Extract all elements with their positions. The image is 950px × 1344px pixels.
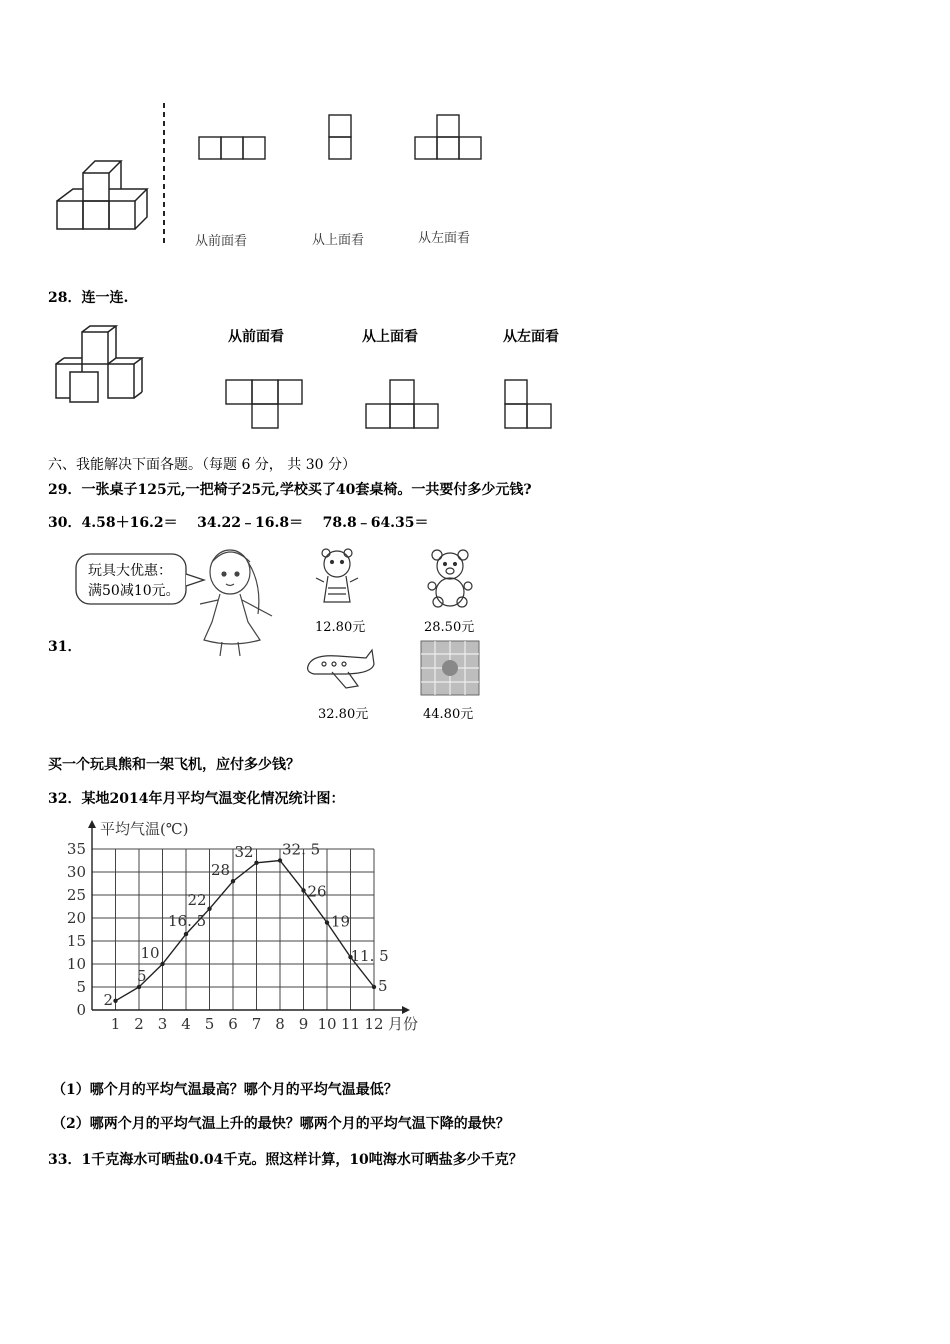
x-tick-label: 12 xyxy=(364,1015,384,1033)
data-label: 10 xyxy=(140,944,160,962)
data-point xyxy=(113,999,117,1003)
q28-label-left: 从左面看 xyxy=(503,329,559,345)
y-tick-label: 15 xyxy=(66,932,86,950)
airplane-toy-icon xyxy=(302,644,376,694)
question-32-sub1: （1）哪个月的平均气温最高？哪个月的平均气温最低？ xyxy=(52,1082,398,1098)
y-tick-label: 25 xyxy=(66,886,86,904)
data-label: 5 xyxy=(137,967,147,985)
price-tiger: 12.80元 xyxy=(315,620,366,635)
data-label: 16. 5 xyxy=(168,912,207,931)
y-tick-label: 10 xyxy=(66,955,86,973)
label-top-view: 从上面看 xyxy=(312,233,365,248)
data-label: 11. 5 xyxy=(350,947,389,966)
speech-line-2: 满50减10元。 xyxy=(88,583,180,599)
q28-cube-figure xyxy=(48,322,148,406)
data-point xyxy=(184,932,188,936)
top-view-shape xyxy=(329,115,351,159)
x-tick-label: 5 xyxy=(204,1015,215,1033)
question-33: 33．1千克海水可晒盐0.04千克。照这样计算，10吨海水可晒盐多少千克？ xyxy=(48,1152,523,1168)
question-31-number: 31． xyxy=(48,639,82,655)
x-tick-label: 7 xyxy=(251,1015,262,1033)
data-point xyxy=(207,907,211,911)
x-axis-arrow xyxy=(402,1006,410,1014)
data-point xyxy=(372,985,376,989)
speech-bubble-text xyxy=(88,561,180,601)
y-tick-label: 30 xyxy=(66,863,86,881)
temperature-series-line xyxy=(116,861,375,1001)
x-tick-label: 6 xyxy=(228,1015,238,1033)
question-30: 30．4.58＋16.2＝ 34.22﹣16.8＝ 78.8﹣64.35＝ xyxy=(48,515,429,531)
label-left-view: 从左面看 xyxy=(418,231,471,246)
girl-icon xyxy=(200,550,272,656)
y-tick-label: 35 xyxy=(66,840,86,858)
question-32-title: 32．某地2014年月平均气温变化情况统计图： xyxy=(48,791,345,807)
q28-view-shapes xyxy=(220,374,560,434)
bear-toy-icon xyxy=(424,548,476,610)
x-axis-title: 月份 xyxy=(388,1015,419,1033)
y-axis-arrow xyxy=(88,820,96,828)
y-axis-title: 平均气温(℃) xyxy=(100,820,189,838)
x-tick-label: 8 xyxy=(275,1015,285,1033)
data-point xyxy=(325,920,329,924)
x-tick-label: 4 xyxy=(181,1015,191,1033)
x-tick-label: 3 xyxy=(157,1015,168,1033)
temperature-line-chart xyxy=(55,818,435,1046)
question-28-title: 28．连一连. xyxy=(48,290,129,306)
data-label: 19 xyxy=(331,912,351,931)
data-point xyxy=(160,962,164,966)
puzzle-toy-icon xyxy=(420,640,480,696)
data-point xyxy=(254,861,258,865)
price-puzzle: 44.80元 xyxy=(423,707,474,722)
label-front-view: 从前面看 xyxy=(195,234,248,249)
data-point xyxy=(137,985,141,989)
data-label: 22 xyxy=(187,890,207,909)
tiger-toy-icon xyxy=(312,548,362,612)
front-view-shape xyxy=(199,137,265,159)
question-31-text: 买一个玩具熊和一架飞机，应付多少钱？ xyxy=(48,757,300,773)
x-tick-label: 11 xyxy=(340,1015,361,1033)
data-label: 26 xyxy=(307,882,327,901)
x-tick-label: 10 xyxy=(317,1015,337,1033)
q28-label-top: 从上面看 xyxy=(362,329,418,345)
question-32-sub2: （2）哪两个月的平均气温上升的最快？哪两个月的平均气温下降的最快？ xyxy=(52,1116,510,1132)
price-bear: 28.50元 xyxy=(424,620,475,635)
question-29: 29．一张桌子125元,一把椅子25元,学校买了40套桌椅。一共要付多少元钱? xyxy=(48,482,532,498)
speech-line-1: 玩具大优惠： xyxy=(88,563,172,579)
data-point xyxy=(278,858,282,862)
y-tick-label: 0 xyxy=(76,1001,86,1019)
data-label: 2 xyxy=(103,990,114,1009)
x-tick-label: 1 xyxy=(110,1015,121,1033)
y-tick-label: 5 xyxy=(76,978,86,996)
left-view-shape xyxy=(415,115,481,159)
x-tick-label: 2 xyxy=(134,1015,144,1033)
cube-stack-drawing xyxy=(57,161,147,229)
x-tick-label: 9 xyxy=(298,1015,309,1033)
data-point xyxy=(301,888,305,892)
price-airplane: 32.80元 xyxy=(318,707,369,722)
data-label: 32. 5 xyxy=(282,840,321,859)
q28-label-front: 从前面看 xyxy=(228,329,284,345)
data-point xyxy=(231,879,235,883)
data-label: 32 xyxy=(234,842,254,861)
data-label: 28 xyxy=(211,861,231,880)
y-tick-label: 20 xyxy=(66,909,86,927)
data-label: 5 xyxy=(378,977,388,995)
section-6-title: 六、我能解决下面各题。（每题 6 分， 共 30 分） xyxy=(48,457,356,473)
